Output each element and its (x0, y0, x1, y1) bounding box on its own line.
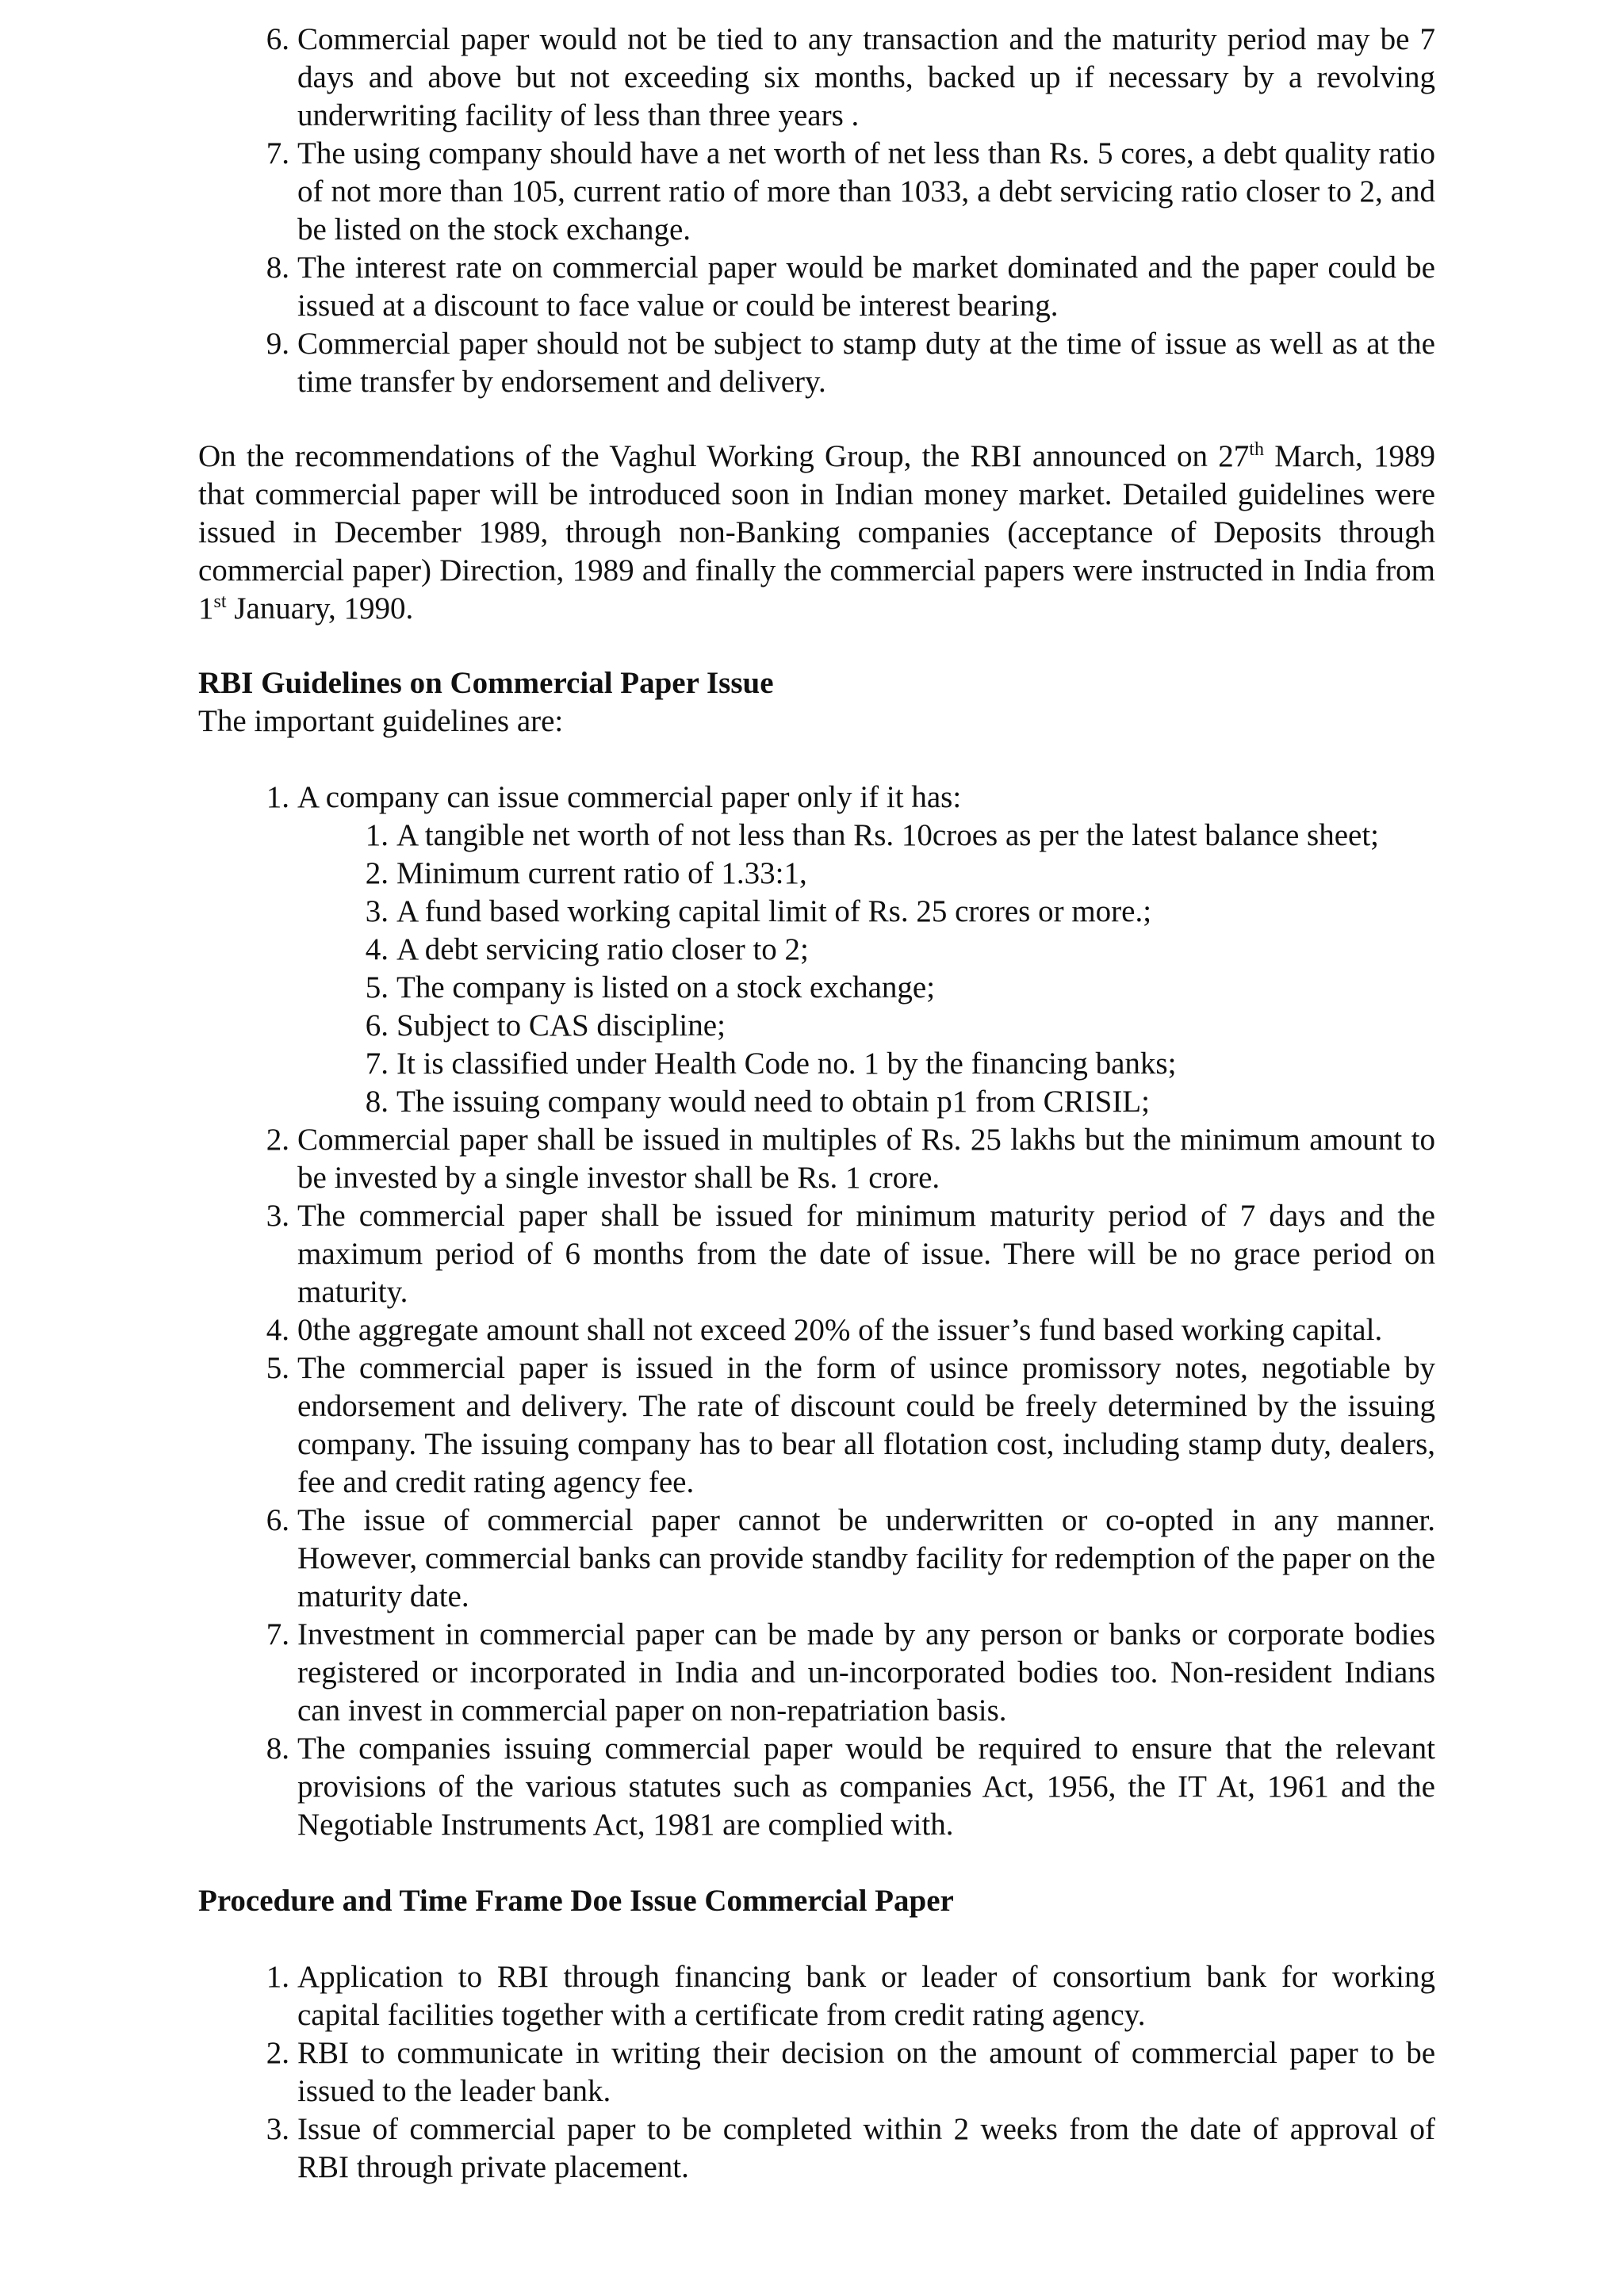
sub-list-item (297, 1007, 1435, 1045)
list-number: 7. (266, 136, 289, 170)
paragraph-text: March, 1989 that commercial paper will be introduced soon in Indian money market. Detailed guidelines were issued in December 1989, through non-Banking companies (acceptance of Deposits through commercial paper) Direction, 1989 and finally the commercial papers were instructed in India from 1 (198, 439, 1435, 626)
list-number: 8. (266, 251, 289, 285)
paragraph-text: January, 1990. (226, 591, 414, 626)
list-text: Commercial paper shall be issued in multiples of Rs. 25 lakhs but the minimum amount to be invested by a single investor shall be Rs. 1 crore. (297, 1123, 1435, 1195)
list-text: A fund based working capital limit of Rs. 25 crores or more.; (396, 894, 1152, 928)
list-text: A debt servicing ratio closer to 2; (396, 932, 809, 966)
list-text: The commercial paper is issued in the form of usince promissory notes, negotiable by endorsement and delivery. The rate of discount could be freely determined by the issuing company. The issuing company has to bear all flotation cost, including stamp duty, dealers, fee and credit rating agency fee. (297, 1351, 1435, 1499)
list-text: Commercial paper should not be subject to stamp duty at the time of issue as well as at the time transfer by endorsement and delivery. (297, 327, 1435, 399)
list-number: 5. (365, 970, 389, 1004)
list-number: 1. (365, 818, 389, 852)
procedure-list (198, 1958, 1435, 2187)
page-content (198, 21, 1435, 2187)
list-item (198, 1349, 1435, 1502)
superscript: th (1249, 439, 1264, 460)
guidelines-list (198, 779, 1435, 1844)
continued-list (198, 21, 1435, 401)
list-text: A tangible net worth of not less than Rs. 10croes as per the latest balance sheet; (396, 818, 1379, 852)
list-number: 8. (266, 1732, 289, 1766)
list-item (198, 135, 1435, 249)
list-text: The issuing company would need to obtain p1 from CRISIL; (396, 1085, 1150, 1119)
section-heading: RBI Guidelines on Commercial Paper Issue (198, 666, 774, 700)
list-number: 6. (365, 1008, 389, 1043)
list-item (198, 2034, 1435, 2110)
sub-list-item (297, 969, 1435, 1007)
list-number: 1. (266, 1960, 289, 1994)
list-text: Application to RBI through financing bank or leader of consortium bank for working capital facilities together with a certificate from credit rating agency. (297, 1960, 1435, 2032)
list-number: 2. (365, 856, 389, 890)
list-number: 2. (266, 2036, 289, 2070)
list-text: Minimum current ratio of 1.33:1, (396, 856, 807, 890)
sub-list-item (297, 931, 1435, 969)
list-text: It is classified under Health Code no. 1 by the financing banks; (396, 1047, 1177, 1081)
list-item (198, 1197, 1435, 1311)
list-item (198, 21, 1435, 135)
list-text: The using company should have a net worth of net less than Rs. 5 cores, a debt quality ratio of not more than 105, current ratio of more than 1033, a debt servicing ratio closer to 2, and be listed on the stock exchange. (297, 136, 1435, 247)
vaghul-paragraph (198, 438, 1435, 628)
list-item (198, 1502, 1435, 1616)
spacer (198, 1920, 1435, 1958)
list-number: 7. (266, 1617, 289, 1651)
list-text: RBI to communicate in writing their decision on the amount of commercial paper to be issued to the leader bank. (297, 2036, 1435, 2108)
list-text: Investment in commercial paper can be made by any person or banks or corporate bodies registered or incorporated in India and un-incorporated bodies too. Non-resident Indians can invest in commercial paper on non-repatriation basis. (297, 1617, 1435, 1728)
spacer (198, 401, 1435, 438)
sub-list-item (297, 1083, 1435, 1121)
list-item (198, 1121, 1435, 1197)
list-number: 3. (365, 894, 389, 928)
list-number: 3. (266, 1199, 289, 1233)
list-item (198, 1958, 1435, 2034)
paragraph-text: On the recommendations of the Vaghul Working Group, the RBI announced on 27 (198, 439, 1250, 473)
list-item (198, 1616, 1435, 1730)
list-text: Commercial paper would not be tied to any transaction and the maturity period may be 7 days and above but not exceeding six months, backed up if necessary by a revolving underwriting facility of less than three years . (297, 22, 1435, 132)
list-text: The issue of commercial paper cannot be underwritten or co-opted in any manner. However, commercial banks can provide standby facility for redemption of the paper on the maturity date. (297, 1503, 1435, 1613)
list-item (198, 1730, 1435, 1844)
list-text: The company is listed on a stock exchange; (396, 970, 936, 1004)
spacer (198, 1844, 1435, 1882)
superscript: st (213, 591, 227, 612)
spacer (198, 628, 1435, 664)
list-text: The interest rate on commercial paper would be market dominated and the paper could be issued at a discount to face value or could be interest bearing. (297, 251, 1435, 323)
list-text: 0the aggregate amount shall not exceed 20% of the issuer’s fund based working capital. (297, 1313, 1383, 1347)
list-text: Issue of commercial paper to be completed within 2 weeks from the date of approval of RBI through private placement. (297, 2112, 1435, 2184)
spacer (198, 740, 1435, 779)
list-item (198, 2110, 1435, 2187)
list-number: 8. (365, 1085, 389, 1119)
list-number: 7. (365, 1047, 389, 1081)
section-intro: The important guidelines are: (198, 704, 564, 738)
list-number: 9. (266, 327, 289, 361)
list-item (198, 1311, 1435, 1349)
list-number: 1. (266, 780, 289, 814)
sub-list (297, 817, 1435, 1121)
list-number: 4. (365, 932, 389, 966)
list-item (198, 325, 1435, 401)
list-number: 6. (266, 22, 289, 56)
list-item (198, 779, 1435, 1121)
sub-list-item (297, 855, 1435, 893)
list-number: 3. (266, 2112, 289, 2146)
sub-list-item (297, 1045, 1435, 1083)
section-heading: Procedure and Time Frame Doe Issue Commercial Paper (198, 1884, 954, 1918)
list-number: 5. (266, 1351, 289, 1385)
list-number: 2. (266, 1123, 289, 1157)
list-item (198, 249, 1435, 325)
list-text: The commercial paper shall be issued for minimum maturity period of 7 days and the maximum period of 6 months from the date of issue. There will be no grace period on maturity. (297, 1199, 1435, 1309)
list-text: A company can issue commercial paper only if it has: (297, 780, 962, 814)
list-text: The companies issuing commercial paper would be required to ensure that the relevant provisions of the various statutes such as companies Act, 1956, the IT At, 1961 and the Negotiable Instruments Act, 1981 are complied with. (297, 1732, 1435, 1842)
sub-list-item (297, 893, 1435, 931)
list-number: 4. (266, 1313, 289, 1347)
list-number: 6. (266, 1503, 289, 1537)
list-text: Subject to CAS discipline; (396, 1008, 726, 1043)
sub-list-item (297, 817, 1435, 855)
